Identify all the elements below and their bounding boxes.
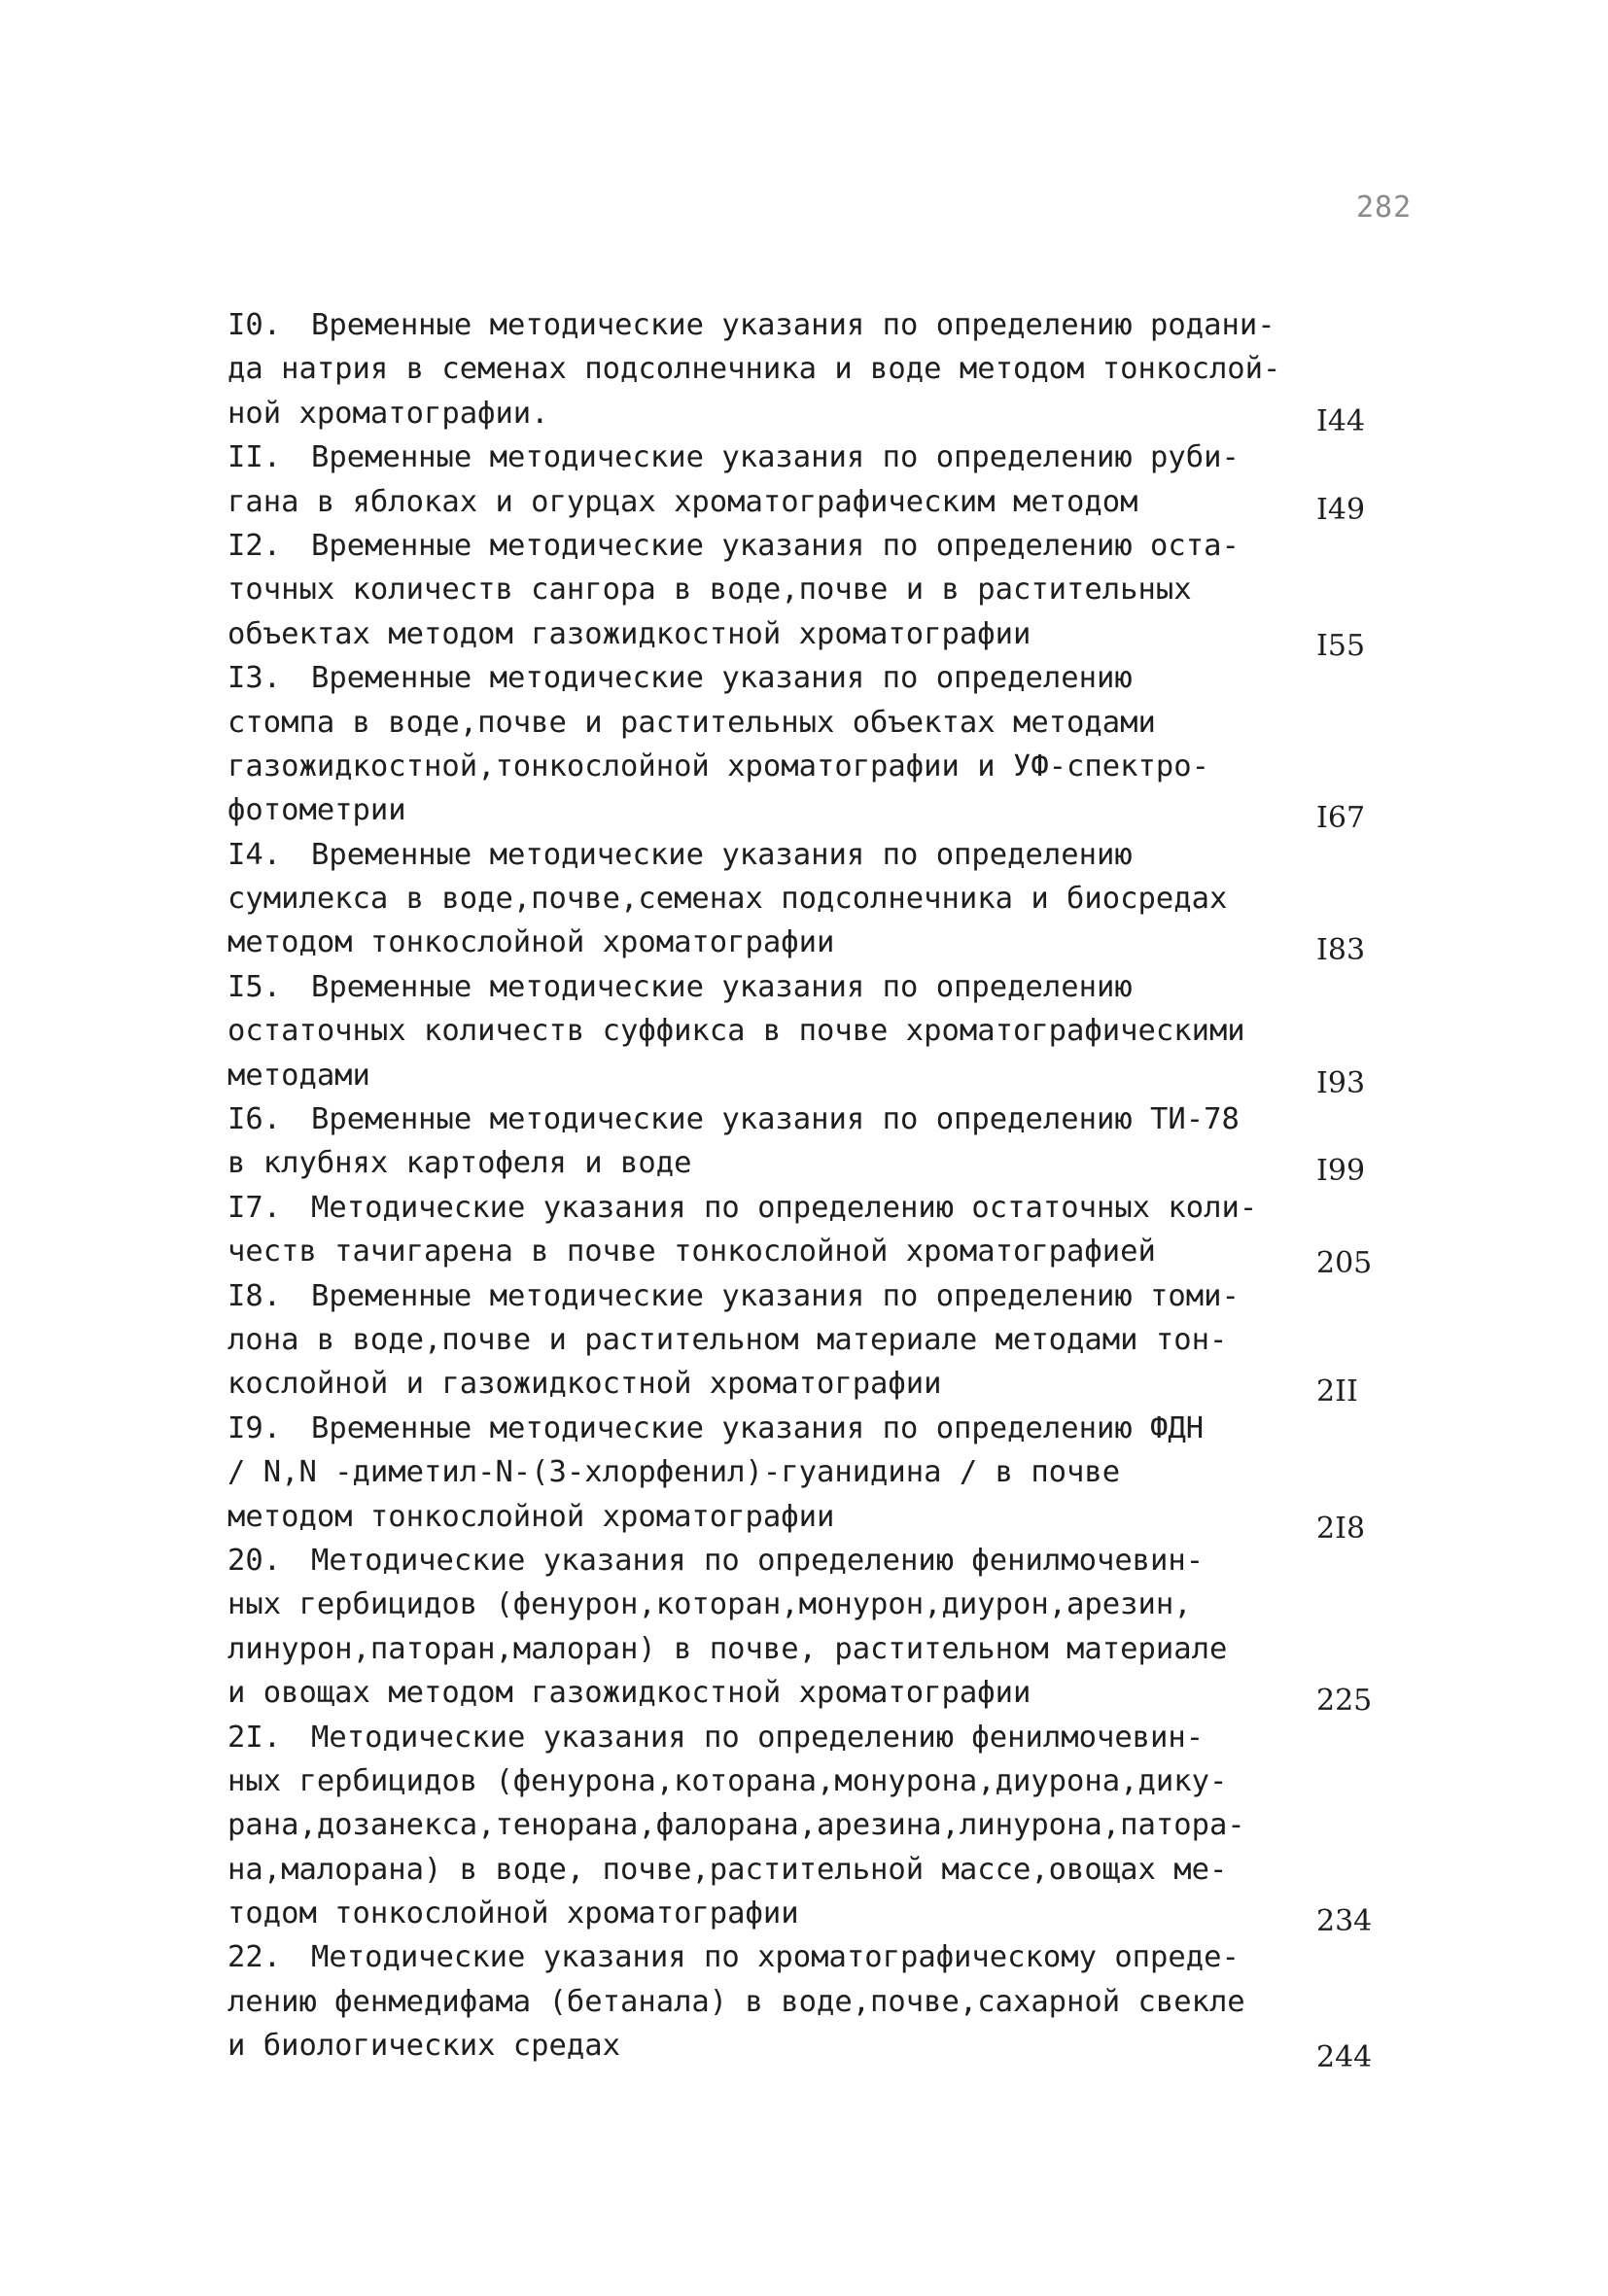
toc-entry-page: 225 [1316,1684,1373,1719]
toc-entry-line: фотометрии [227,793,406,828]
table-of-contents [227,303,1404,2075]
toc-entry [227,656,1404,836]
toc-entry-line: честв тачигарена в почве тонкослойной хроматографией [227,1235,1156,1270]
toc-entry-text: Временные методические указания по определению ТИ-78 [311,1102,1240,1137]
toc-entry-text: Временные методические указания по определению ФДН [311,1410,1205,1445]
toc-entry-line [227,1097,1404,1141]
toc-entry-line: в клубнях картофеля и воде [227,1146,692,1181]
toc-entry-line: методом тонкослойной хроматографии [227,1499,835,1534]
toc-entry-line: / N,N -диметил-N-(3-хлорфенил)-гуанидина / в почве [227,1455,1121,1490]
toc-entry [227,1935,1404,2075]
toc-entry-text: Временные методические указания по определению оста- [311,528,1240,563]
toc-entry-line [227,435,1404,479]
toc-entry-line: объектах методом газожидкостной хроматографии [227,616,1031,651]
toc-entry-text: Методические указания по определению фенилмочевин- [311,1720,1205,1755]
toc-entry-line: методом тонкослойной хроматографии [227,925,835,960]
toc-entry-page: 2I8 [1316,1511,1366,1546]
toc-entry-text: Методические указания по хроматографическому опреде- [311,1940,1240,1975]
toc-entry-number: I3. [227,661,282,696]
toc-entry-line: линурон,паторан,малоран) в почве, растительном материале [227,1631,1228,1666]
toc-entry-line [227,303,1404,347]
toc-entry-page: 2II [1316,1374,1358,1409]
toc-entry-number: I2. [227,528,282,563]
toc-entry-line: ных гербицидов (фенурон,которан,монурон,диурон,арезин, [227,1587,1192,1622]
toc-entry-line: точных количеств сангора в воде,почве и в растительных [227,573,1192,608]
toc-entry [227,1407,1404,1546]
toc-entry-page: I99 [1316,1154,1366,1189]
toc-entry-line: и биологических средах [227,2029,620,2064]
toc-entry [227,524,1404,663]
toc-entry [227,965,1404,1100]
toc-entry-line: кослойной и газожидкостной хроматографии [227,1367,942,1402]
toc-entry-line: методами [227,1058,370,1093]
toc-entry-line: и овощах методом газожидкостной хроматографии [227,1676,1031,1711]
toc-entry-text: Временные методические указания по определению руби- [311,440,1240,475]
toc-entry-text: Временные методические указания по определению [311,969,1133,1004]
toc-entry-number: I6. [227,1102,282,1137]
toc-entry-line: на,малорана) в воде, почве,растительной массе,овощах ме- [227,1852,1228,1887]
toc-entry-line: ной хроматографии. [227,396,549,431]
toc-entry-page: 244 [1316,2040,1373,2075]
toc-entry [227,1539,1404,1719]
toc-entry-number: I4. [227,837,282,872]
toc-entry-page: I93 [1316,1065,1366,1100]
toc-entry-line: тодом тонкослойной хроматографии [227,1896,799,1931]
toc-entry-line: да натрия в семенах подсолнечника и воде методом тонкослой- [227,352,1281,387]
toc-entry-line [227,1186,1404,1230]
toc-entry-line: гана в яблоках и огурцах хроматографическим методом [227,484,1138,519]
toc-entry-line [227,1274,1404,1318]
toc-entry-line: лению фенмедифама (бетанала) в воде,почве,сахарной свекле [227,1984,1245,2019]
toc-entry-line [227,965,1404,1009]
toc-entry [227,435,1404,527]
toc-entry-text: Временные методические указания по определению томи- [311,1278,1240,1313]
toc-entry-line [227,1539,1404,1583]
toc-entry [227,1716,1404,1939]
toc-entry-page: I67 [1316,801,1366,836]
toc-entry-number: 22. [227,1940,282,1975]
toc-entry-line [227,1716,1404,1759]
page-number: 282 [1356,191,1413,225]
toc-entry-text: Методические указания по определению фенилмочевин- [311,1543,1205,1578]
toc-entry-number: I0. [227,308,282,342]
toc-entry-line: остаточных количеств суффикса в почве хроматографическими [227,1014,1245,1049]
toc-entry-text: Временные методические указания по определению родани- [311,308,1276,342]
toc-entry-page: I55 [1316,628,1366,663]
toc-entry [227,833,1404,968]
toc-entry-page: 205 [1316,1246,1373,1281]
toc-entry-number: I5. [227,969,282,1004]
toc-entry-line: лона в воде,почве и растительном материале методами тон- [227,1322,1228,1357]
toc-entry-line: ных гербицидов (фенурона,которана,монурона,диурона,дику- [227,1763,1228,1798]
toc-entry-line [227,656,1404,700]
toc-entry-number: 20. [227,1543,282,1578]
toc-entry-line: рана,дозанекса,тенорана,фалорана,арезина,линурона,патора- [227,1808,1245,1843]
toc-entry-line: сумилекса в воде,почве,семенах подсолнечника и биосредах [227,882,1228,917]
toc-entry-number: 2I. [227,1720,282,1755]
toc-entry-text: Временные методические указания по определению [311,837,1133,872]
toc-entry-line [227,1935,1404,1979]
toc-entry [227,1097,1404,1189]
toc-entry-page: I44 [1316,403,1366,438]
toc-entry-number: II. [227,440,282,475]
toc-entry-line [227,833,1404,877]
toc-entry-page: 234 [1316,1904,1373,1939]
toc-entry [227,1274,1404,1407]
toc-entry-number: I9. [227,1410,282,1445]
toc-entry-page: I49 [1316,492,1366,527]
toc-entry-text: Временные методические указания по определению [311,661,1133,696]
toc-entry-page: I83 [1316,933,1366,968]
toc-entry [227,303,1404,438]
toc-entry-line: газожидкостной,тонкослойной хроматографии и УФ-спектро- [227,748,1209,783]
toc-entry-line [227,524,1404,568]
toc-entry-line: стомпа в воде,почве и растительных объектах методами [227,705,1156,740]
toc-entry [227,1186,1404,1281]
toc-entry-number: I8. [227,1278,282,1313]
toc-entry-number: I7. [227,1190,282,1225]
toc-entry-line [227,1407,1404,1450]
toc-entry-text: Методические указания по определению остаточных коли- [311,1190,1258,1225]
